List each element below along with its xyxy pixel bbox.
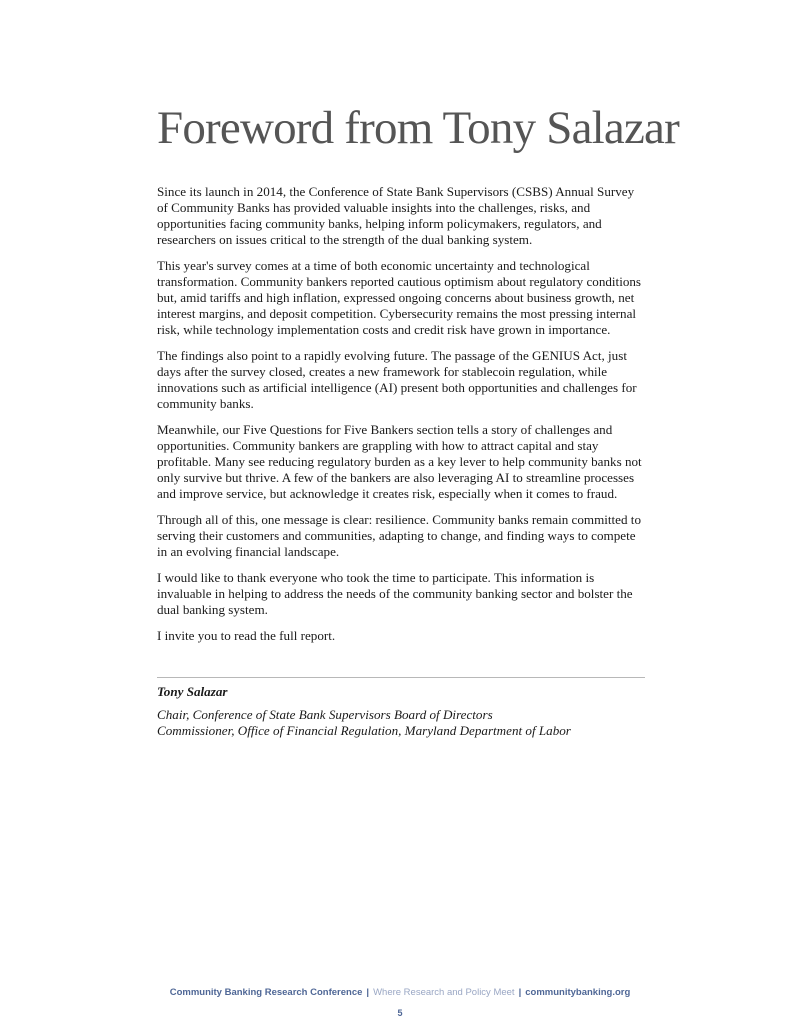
page-footer <box>0 987 800 998</box>
foreword-page <box>157 98 679 654</box>
footer-separator: | <box>518 987 522 998</box>
footer-tagline: Where Research and Policy Meet <box>373 987 515 998</box>
footer-website-link[interactable]: communitybanking.org <box>525 987 631 998</box>
signature-role-commissioner: Commissioner, Office of Financial Regulation, Maryland Department of Labor <box>157 723 571 738</box>
foreword-body <box>157 184 645 644</box>
signature-name: Tony Salazar <box>157 684 228 699</box>
footer-org: Community Banking Research Conference <box>169 987 363 998</box>
signature-role-chair: Chair, Conference of State Bank Supervisors Board of Directors <box>157 707 493 722</box>
paragraph: This year's survey comes at a time of both economic uncertainty and technological transformation. Community bankers reported cautious optimism about regulatory conditions but, amid tariffs and high inflation, expressed ongoing concerns about business growth, net interest margins, and deposit competition. Cybersecurity remains the most pressing internal risk, while technology implementation costs and credit risk have grown in importance. <box>157 258 642 337</box>
paragraph: Meanwhile, our Five Questions for Five Bankers section tells a story of challenges and opportunities. Community bankers are grappling with how to attract capital and stay profitable. Many see reducing regulatory burden as a key lever to help community banks not only survive but thrive. A few of the bankers are also leveraging AI to streamline processes and improve service, but acknowledge it creates risk, especially when it comes to fraud. <box>157 422 642 501</box>
paragraph: I would like to thank everyone who took the time to participate. This information is invaluable in helping to address the needs of the community banking sector and bolster the dual banking system. <box>157 570 633 617</box>
footer-separator: | <box>366 987 370 998</box>
paragraph: Since its launch in 2014, the Conference of State Bank Supervisors (CSBS) Annual Survey of Community Banks has provided valuable insights into the challenges, risks, and opportunities facing community banks, helping inform policymakers, regulators, and researchers on issues critical to the strength of the dual banking system. <box>157 184 635 247</box>
signature-block <box>157 684 645 739</box>
page-title: Foreword from Tony Salazar <box>157 102 679 154</box>
page-number: 5 <box>397 1008 403 1018</box>
signature-divider <box>157 677 645 678</box>
paragraph: Through all of this, one message is clear: resilience. Community banks remain committed to serving their customers and communities, adapting to change, and finding ways to compete in an evolving financial landscape. <box>157 512 641 559</box>
paragraph: The findings also point to a rapidly evolving future. The passage of the GENIUS Act, just days after the survey closed, creates a new framework for stablecoin regulation, while innovations such as artificial intelligence (AI) present both opportunities and challenges for community banks. <box>157 348 637 411</box>
paragraph: I invite you to read the full report. <box>157 628 336 643</box>
